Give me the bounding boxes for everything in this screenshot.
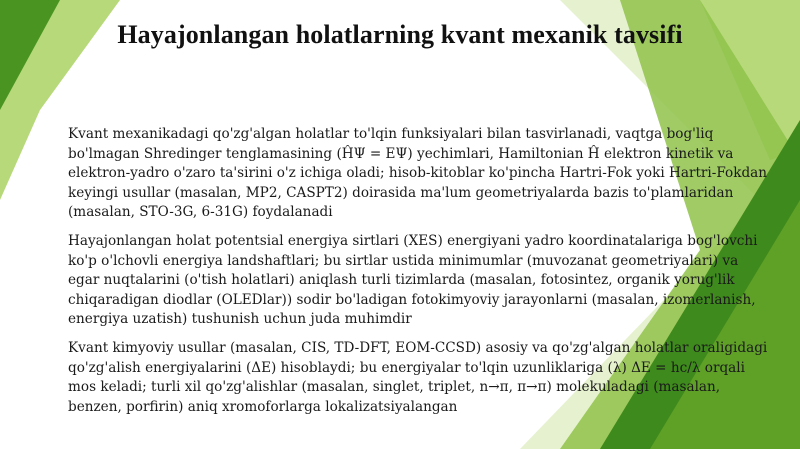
body-paragraph-2: Hayajonlangan holat potentsial energiya sirtlari (XES) energiyani yadro koordinatalariga bog'lovchi ko'p o'lchovli energiya landshaftlari; bu sirtlar ustida minimumlar (muvozanat geometriyalari) va egar nuqtalarini (o'tish holatlari) aniqlash turli tizimlarda (masalan, fotosintez, organik yorug'lik chiqaradigan diodlar (OLEDlar)) sodir bo'ladigan fotokimyoviy jarayonlarni (masalan, izomerlanish, energiya uzatish) tushunish uchun juda muhimdir bbox=[68, 232, 758, 328]
body-paragraph-1: Kvant mexanikadagi qo'zg'algan holatlar to'lqin funksiyalari bilan tasvirlanadi, vaqtga bog'liq bo'lmagan Shredinger tenglamasining (ĤΨ = EΨ) yechimlari, Hamiltonian Ĥ elektron kinetik va elektron-yadro o'zaro ta'sirini o'z ichiga oladi; hisob-kitoblar ko'pincha Hartri-Fok yoki Hartri-Fokdan keyingi usullar (masalan, MP2, CASPT2) doirasida ma'lum geometriyalarda bazis to'plamlaridan (masalan, STO-3G, 6-31G) foydalanadi bbox=[68, 126, 768, 221]
slide-title: Hayajonlangan holatlarning kvant mexanik tavsifi bbox=[117, 20, 683, 49]
slide-body bbox=[68, 125, 768, 426]
body-paragraph-3: Kvant kimyoviy usullar (masalan, CIS, TD-DFT, EOM-CCSD) asosiy va qo'zg'algan holatlar oraligidagi qo'zg'alish energiyalarini (ΔE) hisoblaydi; bu energiyalar to'lqin uzunliklariga (λ) ΔE = hc/λ orqali mos keladi; turli xil qo'zg'alishlar (masalan, singlet, triplet, n→π, π→π) molekuladagi (masalan, benzen, porfirin) aniq xromoforlarga lokalizatsiyalangan bbox=[68, 339, 768, 415]
